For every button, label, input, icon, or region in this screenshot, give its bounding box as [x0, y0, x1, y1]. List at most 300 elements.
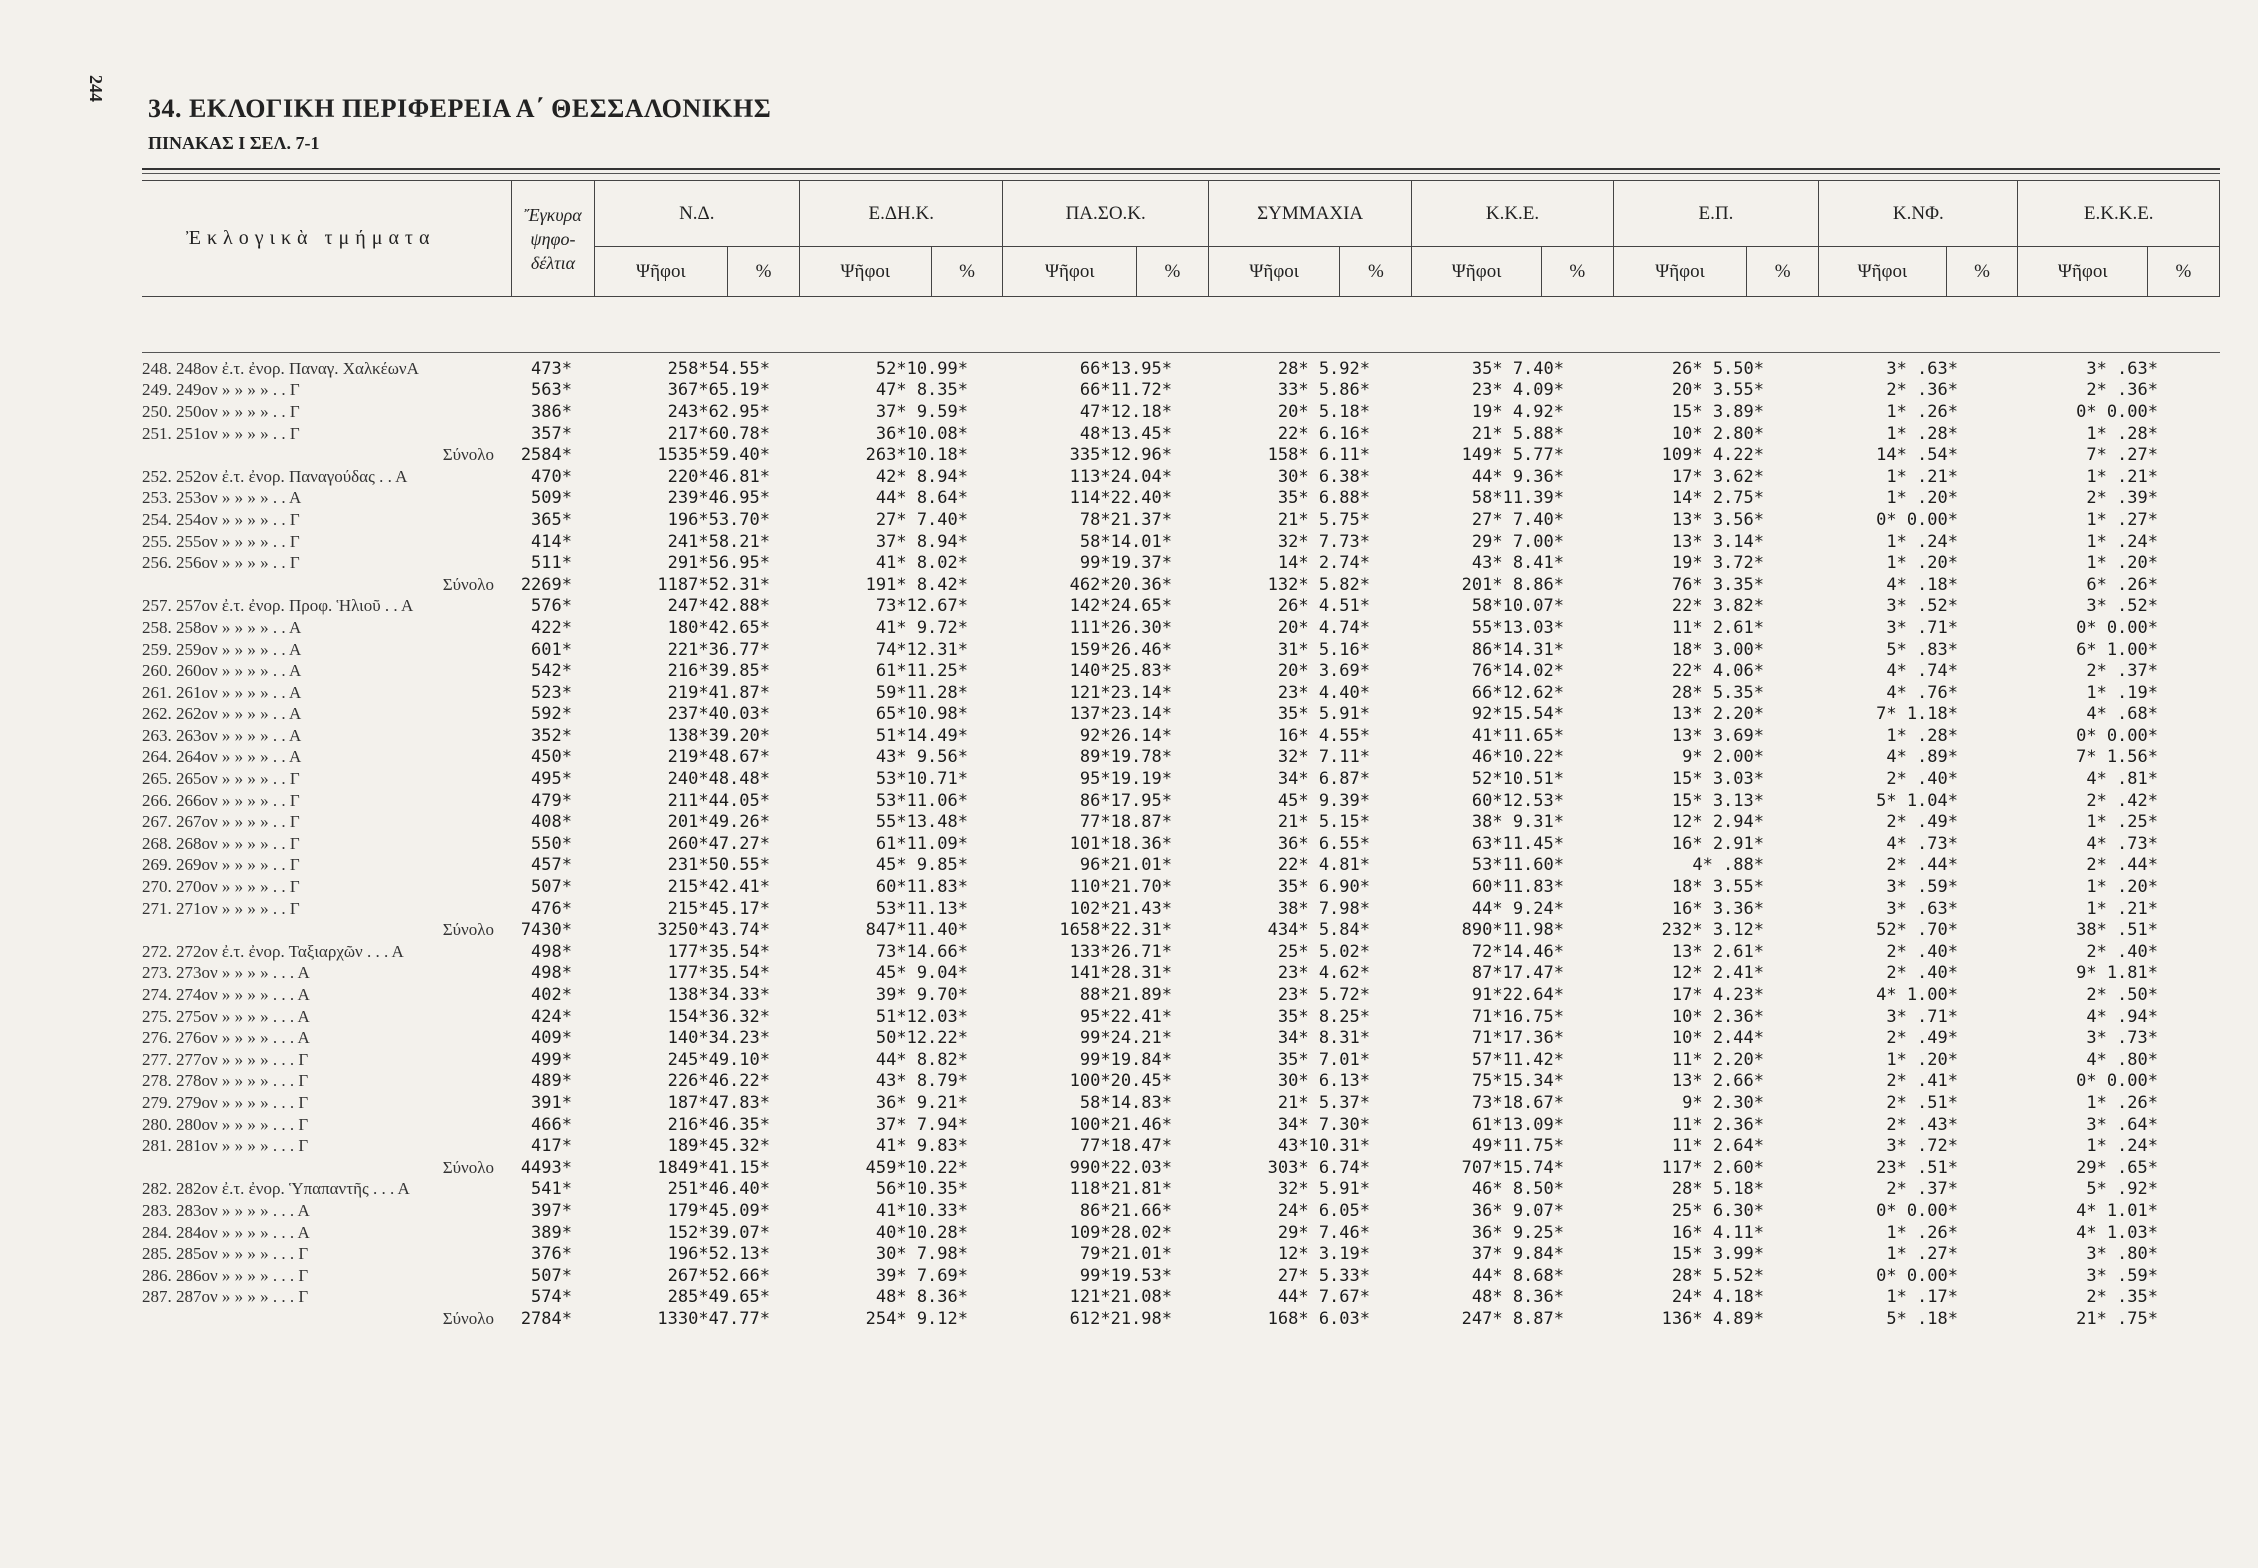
valid-ballots-cell: 542* [531, 661, 572, 682]
edhk-cell: 55*13.48* [875, 812, 968, 833]
ekke-cell: 4* .94* [2086, 1006, 2158, 1027]
edhk-cell: 51*14.49* [875, 725, 968, 746]
ep-cell: 11* 2.64* [1671, 1136, 1764, 1157]
ep-cell: 117* 2.60* [1661, 1157, 1764, 1178]
valid-ballots-cell: 509* [531, 488, 572, 509]
pasok-cell: 118*21.81* [1069, 1179, 1172, 1200]
symmachia-cell: 25* 5.02* [1277, 941, 1370, 962]
table-header [142, 180, 2220, 297]
total-label: Σύνολο [442, 445, 494, 465]
total-label: Σύνολο [442, 1308, 494, 1328]
ekke-cell: 38* .51* [2076, 920, 2158, 941]
valid-ballots-cell: 550* [531, 833, 572, 854]
valid-ballots-cell: 414* [531, 531, 572, 552]
symmachia-cell: 34* 7.30* [1277, 1114, 1370, 1135]
ekke-cell: 1* .25* [2086, 812, 2158, 833]
ekke-cell: 4* 1.03* [2076, 1222, 2158, 1243]
header-party-symmachia: ΣΥΜΜΑΧΙΑ [1208, 181, 1411, 247]
table-subtitle: ΠΙΝΑΚΑΣ Ι ΣΕΛ. 7-1 [148, 133, 320, 153]
kke-cell: 35* 7.40* [1471, 358, 1564, 379]
edhk-cell: 39* 7.69* [875, 1265, 968, 1286]
valid-ballots-cell: 470* [531, 466, 572, 487]
ekke-cell: 1* .19* [2086, 682, 2158, 703]
kke-cell: 63*11.45* [1471, 833, 1564, 854]
symmachia-cell: 22* 6.16* [1277, 423, 1370, 444]
top-rule [142, 168, 2220, 170]
pasok-cell: 96*21.01* [1079, 855, 1172, 876]
ekke-cell: 2* .40* [2086, 941, 2158, 962]
ep-cell: 25* 6.30* [1671, 1200, 1764, 1221]
symmachia-cell: 434* 5.84* [1267, 920, 1370, 941]
pasok-cell: 101*18.36* [1069, 833, 1172, 854]
knf-cell: 1* .26* [1886, 1222, 1958, 1243]
knf-cell: 3* .71* [1886, 1006, 1958, 1027]
pasok-cell: 1658*22.31* [1059, 920, 1172, 941]
ep-cell: 28* 5.35* [1671, 682, 1764, 703]
ekke-cell: 1* .26* [2086, 1092, 2158, 1113]
valid-ballots-cell: 476* [531, 898, 572, 919]
knf-cell: 5* 1.04* [1876, 790, 1958, 811]
nd-cell: 267*52.66* [667, 1265, 770, 1286]
ep-cell: 4* .88* [1692, 855, 1764, 876]
table-row [142, 898, 2220, 920]
section-label: 266. 266ον » » » » . . Γ [142, 790, 300, 810]
ep-cell: 28* 5.52* [1671, 1265, 1764, 1286]
ekke-cell: 6* .26* [2086, 574, 2158, 595]
edhk-cell: 52*10.99* [875, 358, 968, 379]
edhk-cell: 36* 9.21* [875, 1092, 968, 1113]
valid-ballots-cell: 7430* [520, 920, 572, 941]
knf-cell: 2* .41* [1886, 1071, 1958, 1092]
section-label: 249. 249ον » » » » . . Γ [142, 380, 300, 400]
kke-cell: 37* 9.84* [1471, 1244, 1564, 1265]
valid-ballots-cell: 489* [531, 1071, 572, 1092]
knf-cell: 1* .20* [1886, 1049, 1958, 1070]
symmachia-cell: 34* 8.31* [1277, 1028, 1370, 1049]
symmachia-cell: 24* 6.05* [1277, 1200, 1370, 1221]
header-votes: Ψῆφοι [1003, 247, 1137, 297]
ep-cell: 9* 2.30* [1682, 1092, 1764, 1113]
knf-cell: 1* .27* [1886, 1244, 1958, 1265]
knf-cell: 2* .37* [1886, 1179, 1958, 1200]
symmachia-cell: 32* 7.11* [1277, 747, 1370, 768]
section-label: 253. 253ον » » » » . . Α [142, 488, 302, 508]
ep-cell: 13* 3.14* [1671, 531, 1764, 552]
ekke-cell: 4* 1.01* [2076, 1200, 2158, 1221]
kke-cell: 73*18.67* [1471, 1092, 1564, 1113]
section-label: 248. 248ον ἐ.τ. ἐνορ. Παναγ. ΧαλκέωνΑ [142, 358, 419, 378]
knf-cell: 2* .49* [1886, 1028, 1958, 1049]
ekke-cell: 4* .81* [2086, 769, 2158, 790]
section-label: 268. 268ον » » » » . . Γ [142, 833, 300, 853]
header-votes: Ψῆφοι [1208, 247, 1340, 297]
valid-ballots-cell: 541* [531, 1179, 572, 1200]
section-label: 252. 252ον ἐ.τ. ἐνορ. Παναγούδας . . Α [142, 466, 408, 486]
valid-ballots-cell: 365* [531, 509, 572, 530]
table-row [142, 1243, 2220, 1265]
ep-cell: 13* 3.56* [1671, 509, 1764, 530]
table-row [142, 617, 2220, 639]
ekke-cell: 9* 1.81* [2076, 963, 2158, 984]
table-row [142, 660, 2220, 682]
nd-cell: 247*42.88* [667, 596, 770, 617]
symmachia-cell: 20* 3.69* [1277, 661, 1370, 682]
symmachia-cell: 22* 4.81* [1277, 855, 1370, 876]
table-row [142, 768, 2220, 790]
pasok-cell: 99*24.21* [1079, 1028, 1172, 1049]
symmachia-cell: 35* 8.25* [1277, 1006, 1370, 1027]
kke-cell: 707*15.74* [1461, 1157, 1564, 1178]
pasok-cell: 137*23.14* [1069, 704, 1172, 725]
section-label: 254. 254ον » » » » . . Γ [142, 509, 300, 529]
valid-ballots-cell: 2784* [520, 1308, 572, 1329]
nd-cell: 260*47.27* [667, 833, 770, 854]
total-label: Σύνολο [442, 574, 494, 594]
edhk-cell: 36*10.08* [875, 423, 968, 444]
valid-ballots-cell: 498* [531, 963, 572, 984]
table-row [142, 941, 2220, 963]
nd-cell: 211*44.05* [667, 790, 770, 811]
valid-ballots-cell: 457* [531, 855, 572, 876]
valid-ballots-cell: 389* [531, 1222, 572, 1243]
valid-ballots-cell: 402* [531, 985, 572, 1006]
ekke-cell: 0* 0.00* [2076, 401, 2158, 422]
valid-ballots-cell: 424* [531, 1006, 572, 1027]
symmachia-cell: 132* 5.82* [1267, 574, 1370, 595]
edhk-cell: 30* 7.98* [875, 1244, 968, 1265]
nd-cell: 367*65.19* [667, 380, 770, 401]
ekke-cell: 4* .80* [2086, 1049, 2158, 1070]
section-label: 280. 280ον » » » » . . . Γ [142, 1114, 309, 1134]
pasok-cell: 58*14.83* [1079, 1092, 1172, 1113]
valid-ballots-cell: 2269* [520, 574, 572, 595]
kke-cell: 72*14.46* [1471, 941, 1564, 962]
symmachia-cell: 14* 2.74* [1277, 553, 1370, 574]
kke-cell: 890*11.98* [1461, 920, 1564, 941]
pasok-cell: 133*26.71* [1069, 941, 1172, 962]
ep-cell: 11* 2.20* [1671, 1049, 1764, 1070]
ep-cell: 15* 3.89* [1671, 401, 1764, 422]
table-row [142, 855, 2220, 877]
kke-cell: 76*14.02* [1471, 661, 1564, 682]
nd-cell: 3250*43.74* [657, 920, 770, 941]
symmachia-cell: 303* 6.74* [1267, 1157, 1370, 1178]
symmachia-cell: 31* 5.16* [1277, 639, 1370, 660]
ekke-cell: 29* .65* [2076, 1157, 2158, 1178]
nd-cell: 177*35.54* [667, 963, 770, 984]
ep-cell: 18* 3.00* [1671, 639, 1764, 660]
kke-cell: 53*11.60* [1471, 855, 1564, 876]
valid-ballots-cell: 473* [531, 358, 572, 379]
header-votes: Ψῆφοι [1613, 247, 1747, 297]
pasok-cell: 111*26.30* [1069, 617, 1172, 638]
kke-cell: 44* 9.36* [1471, 466, 1564, 487]
kke-cell: 36* 9.07* [1471, 1200, 1564, 1221]
knf-cell: 2* .40* [1886, 963, 1958, 984]
knf-cell: 2* .40* [1886, 769, 1958, 790]
knf-cell: 3* .71* [1886, 617, 1958, 638]
nd-cell: 241*58.21* [667, 531, 770, 552]
table-row [142, 401, 2220, 423]
ep-cell: 232* 3.12* [1661, 920, 1764, 941]
edhk-cell: 41* 9.83* [875, 1136, 968, 1157]
table-row [142, 963, 2220, 985]
pasok-cell: 77*18.47* [1079, 1136, 1172, 1157]
pasok-cell: 141*28.31* [1069, 963, 1172, 984]
kke-cell: 66*12.62* [1471, 682, 1564, 703]
table-row [142, 509, 2220, 531]
nd-cell: 1330*47.77* [657, 1308, 770, 1329]
valid-ballots-cell: 386* [531, 401, 572, 422]
edhk-cell: 59*11.28* [875, 682, 968, 703]
pasok-cell: 78*21.37* [1079, 509, 1172, 530]
knf-cell: 3* .72* [1886, 1136, 1958, 1157]
knf-cell: 0* 0.00* [1876, 509, 1958, 530]
knf-cell: 2* .49* [1886, 812, 1958, 833]
table-row [142, 1071, 2220, 1093]
kke-cell: 44* 8.68* [1471, 1265, 1564, 1286]
ep-cell: 10* 2.80* [1671, 423, 1764, 444]
nd-cell: 196*53.70* [667, 509, 770, 530]
header-valid-ballots: Ἔγκυρα ψηφο-δέλτια [512, 181, 594, 297]
section-label: 271. 271ον » » » » . . Γ [142, 898, 300, 918]
edhk-cell: 53*11.13* [875, 898, 968, 919]
ekke-cell: 3* .73* [2086, 1028, 2158, 1049]
edhk-cell: 47* 8.35* [875, 380, 968, 401]
symmachia-cell: 35* 6.90* [1277, 877, 1370, 898]
nd-cell: 239*46.95* [667, 488, 770, 509]
pasok-cell: 335*12.96* [1069, 445, 1172, 466]
symmachia-cell: 35* 7.01* [1277, 1049, 1370, 1070]
symmachia-cell: 38* 7.98* [1277, 898, 1370, 919]
ep-cell: 9* 2.00* [1682, 747, 1764, 768]
edhk-cell: 44* 8.64* [875, 488, 968, 509]
table-row [142, 1135, 2220, 1157]
ekke-cell: 3* .80* [2086, 1244, 2158, 1265]
valid-ballots-cell: 4493* [520, 1157, 572, 1178]
table-row [142, 1049, 2220, 1071]
table-row [142, 725, 2220, 747]
symmachia-cell: 32* 5.91* [1277, 1179, 1370, 1200]
results-table-body [142, 358, 2220, 1330]
knf-cell: 4* .73* [1886, 833, 1958, 854]
nd-cell: 1187*52.31* [657, 574, 770, 595]
valid-ballots-cell: 409* [531, 1028, 572, 1049]
ekke-cell: 4* .73* [2086, 833, 2158, 854]
pasok-cell: 140*25.83* [1069, 661, 1172, 682]
ep-cell: 16* 4.11* [1671, 1222, 1764, 1243]
valid-ballots-cell: 376* [531, 1244, 572, 1265]
ep-cell: 16* 2.91* [1671, 833, 1764, 854]
kke-cell: 60*11.83* [1471, 877, 1564, 898]
pasok-cell: 66*13.95* [1079, 358, 1172, 379]
kke-cell: 23* 4.09* [1471, 380, 1564, 401]
edhk-cell: 43* 8.79* [875, 1071, 968, 1092]
symmachia-cell: 12* 3.19* [1277, 1244, 1370, 1265]
table-row [142, 596, 2220, 618]
valid-ballots-cell: 495* [531, 769, 572, 790]
valid-ballots-cell: 498* [531, 941, 572, 962]
section-label: 258. 258ον » » » » . . Α [142, 617, 302, 637]
header-party-ekke: Ε.Κ.Κ.Ε. [2018, 181, 2220, 247]
knf-cell: 1* .28* [1886, 423, 1958, 444]
ep-cell: 13* 2.20* [1671, 704, 1764, 725]
header-percent: % [728, 247, 800, 297]
ep-cell: 11* 2.61* [1671, 617, 1764, 638]
table-row [142, 1179, 2220, 1201]
section-label: 276. 276ον » » » » . . . Α [142, 1028, 310, 1048]
edhk-cell: 45* 9.85* [875, 855, 968, 876]
ekke-cell: 2* .44* [2086, 855, 2158, 876]
knf-cell: 1* .20* [1886, 488, 1958, 509]
table-row [142, 984, 2220, 1006]
pasok-cell: 612*21.98* [1069, 1308, 1172, 1329]
knf-cell: 2* .43* [1886, 1114, 1958, 1135]
header-percent: % [1340, 247, 1412, 297]
nd-cell: 196*52.13* [667, 1244, 770, 1265]
table-row [142, 790, 2220, 812]
symmachia-cell: 45* 9.39* [1277, 790, 1370, 811]
ekke-cell: 1* .21* [2086, 898, 2158, 919]
table-row [142, 682, 2220, 704]
kke-cell: 58*11.39* [1471, 488, 1564, 509]
kke-cell: 201* 8.86* [1461, 574, 1564, 595]
symmachia-cell: 23* 4.40* [1277, 682, 1370, 703]
section-label: 250. 250ον » » » » . . Γ [142, 401, 300, 421]
ekke-cell: 3* .59* [2086, 1265, 2158, 1286]
knf-cell: 2* .36* [1886, 380, 1958, 401]
valid-ballots-cell: 397* [531, 1200, 572, 1221]
nd-cell: 152*39.07* [667, 1222, 770, 1243]
table-row [142, 1265, 2220, 1287]
pasok-cell: 86*21.66* [1079, 1200, 1172, 1221]
edhk-cell: 61*11.25* [875, 661, 968, 682]
ep-cell: 19* 3.72* [1671, 553, 1764, 574]
symmachia-cell: 27* 5.33* [1277, 1265, 1370, 1286]
knf-cell: 1* .24* [1886, 531, 1958, 552]
nd-cell: 187*47.83* [667, 1092, 770, 1113]
section-label: 281. 281ον » » » » . . . Γ [142, 1136, 309, 1156]
nd-cell: 251*46.40* [667, 1179, 770, 1200]
edhk-cell: 254* 9.12* [865, 1308, 968, 1329]
edhk-cell: 51*12.03* [875, 1006, 968, 1027]
edhk-cell: 263*10.18* [865, 445, 968, 466]
nd-cell: 219*48.67* [667, 747, 770, 768]
ekke-cell: 3* .63* [2086, 358, 2158, 379]
symmachia-cell: 21* 5.15* [1277, 812, 1370, 833]
edhk-cell: 41* 8.02* [875, 553, 968, 574]
edhk-cell: 61*11.09* [875, 833, 968, 854]
ekke-cell: 1* .21* [2086, 466, 2158, 487]
header-sections: Ἐκλογικὰ τμήματα [142, 181, 512, 297]
table-row [142, 1114, 2220, 1136]
ep-cell: 13* 2.61* [1671, 941, 1764, 962]
section-label: 257. 257ον ἐ.τ. ἐνορ. Προφ. Ἡλιοῦ . . Α [142, 596, 414, 616]
knf-cell: 1* .17* [1886, 1287, 1958, 1308]
section-label: 282. 282ον ἐ.τ. ἐνορ. Ὑπαπαντῆς . . . Α [142, 1179, 410, 1199]
symmachia-cell: 30* 6.38* [1277, 466, 1370, 487]
table-row [142, 811, 2220, 833]
nd-cell: 219*41.87* [667, 682, 770, 703]
ep-cell: 22* 3.82* [1671, 596, 1764, 617]
nd-cell: 291*56.95* [667, 553, 770, 574]
header-party-kke: Κ.Κ.Ε. [1412, 181, 1613, 247]
table-total-row [142, 1308, 2220, 1330]
edhk-cell: 27* 7.40* [875, 509, 968, 530]
valid-ballots-cell: 499* [531, 1049, 572, 1070]
pasok-cell: 102*21.43* [1069, 898, 1172, 919]
top-rule-thin [142, 173, 2220, 174]
kke-cell: 27* 7.40* [1471, 509, 1564, 530]
edhk-cell: 50*12.22* [875, 1028, 968, 1049]
section-label: 275. 275ον » » » » . . . Α [142, 1006, 310, 1026]
edhk-cell: 73*12.67* [875, 596, 968, 617]
ekke-cell: 4* .68* [2086, 704, 2158, 725]
nd-cell: 140*34.23* [667, 1028, 770, 1049]
pasok-cell: 109*28.02* [1069, 1222, 1172, 1243]
edhk-cell: 56*10.35* [875, 1179, 968, 1200]
header-percent: % [1747, 247, 1819, 297]
pasok-cell: 159*26.46* [1069, 639, 1172, 660]
table-row [142, 1027, 2220, 1049]
ekke-cell: 2* .50* [2086, 985, 2158, 1006]
table-row [142, 423, 2220, 445]
valid-ballots-cell: 511* [531, 553, 572, 574]
knf-cell: 2* .44* [1886, 855, 1958, 876]
knf-cell: 4* .74* [1886, 661, 1958, 682]
pasok-cell: 88*21.89* [1079, 985, 1172, 1006]
nd-cell: 237*40.03* [667, 704, 770, 725]
pasok-cell: 89*19.78* [1079, 747, 1172, 768]
header-votes: Ψῆφοι [1819, 247, 1946, 297]
valid-ballots-cell: 601* [531, 639, 572, 660]
ekke-cell: 0* 0.00* [2076, 1071, 2158, 1092]
ekke-cell: 3* .52* [2086, 596, 2158, 617]
header-votes: Ψῆφοι [800, 247, 932, 297]
kke-cell: 29* 7.00* [1471, 531, 1564, 552]
ekke-cell: 21* .75* [2076, 1308, 2158, 1329]
kke-cell: 21* 5.88* [1471, 423, 1564, 444]
header-percent: % [931, 247, 1003, 297]
pasok-cell: 462*20.36* [1069, 574, 1172, 595]
table-row [142, 833, 2220, 855]
pasok-cell: 99*19.53* [1079, 1265, 1172, 1286]
ep-cell: 15* 3.99* [1671, 1244, 1764, 1265]
edhk-cell: 53*10.71* [875, 769, 968, 790]
section-label: 284. 284ον » » » » . . . Α [142, 1222, 310, 1242]
nd-cell: 243*62.95* [667, 401, 770, 422]
total-label: Σύνολο [442, 920, 494, 940]
header-percent: % [1946, 247, 2018, 297]
pasok-cell: 95*22.41* [1079, 1006, 1172, 1027]
section-label: 262. 262ον » » » » . . Α [142, 704, 302, 724]
knf-cell: 2* .40* [1886, 941, 1958, 962]
page-title: 34. ΕΚΛΟΓΙΚΗ ΠΕΡΙΦΕΡΕΙΑ Α΄ ΘΕΣΣΑΛΟΝΙΚΗΣ [148, 94, 772, 123]
nd-cell: 180*42.65* [667, 617, 770, 638]
pasok-cell: 99*19.37* [1079, 553, 1172, 574]
symmachia-cell: 30* 6.13* [1277, 1071, 1370, 1092]
kke-cell: 38* 9.31* [1471, 812, 1564, 833]
kke-cell: 71*16.75* [1471, 1006, 1564, 1027]
section-label: 270. 270ον » » » » . . Γ [142, 877, 300, 897]
nd-cell: 285*49.65* [667, 1287, 770, 1308]
kke-cell: 44* 9.24* [1471, 898, 1564, 919]
knf-cell: 1* .20* [1886, 553, 1958, 574]
table-row [142, 466, 2220, 488]
ep-cell: 18* 3.55* [1671, 877, 1764, 898]
symmachia-cell: 33* 5.86* [1277, 380, 1370, 401]
kke-cell: 41*11.65* [1471, 725, 1564, 746]
